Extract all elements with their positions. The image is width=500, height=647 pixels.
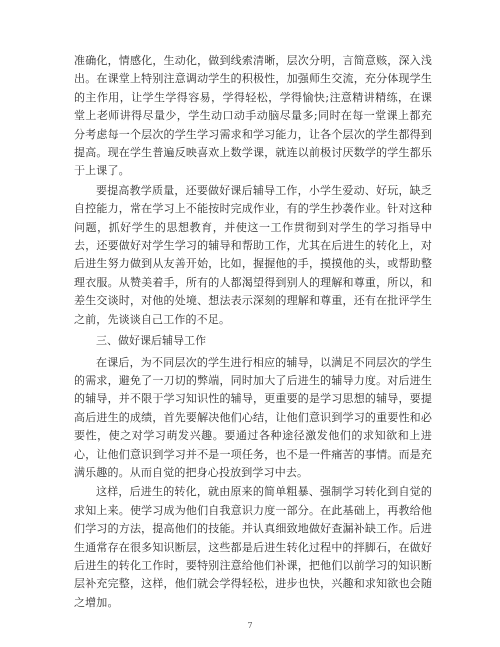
page-number: 7 [247,621,253,630]
paragraph-2: 要提高教学质量，还要做好课后辅导工作，小学生爱动、好玩，缺乏自控能力，常在学习上不能按时完成作业，有的学生抄袭作业。针对这种问题，抓好学生的思想教育，并使这一工作贯彻到对学生的学习指导中去，还要做好对学生学习的辅导和帮助工作，尤其在后进生的转化上，对后进生努力做到从友善开始，比如，握握他的手，摸摸他的头，或帮助整理衣服。从赞美着手，所有的人都渴望得到别人的理解和尊重，所以，和差生交谈时，对他的处境、想法表示深刻的理解和尊重，还有在批评学生之前，先谈谈自己工作的不足。 [74,183,432,326]
section-heading: 三、做好课后辅导工作 [96,334,206,348]
paragraph-3: 在课后，为不同层次的学生进行相应的辅导，以满足不同层次的学生的需求，避免了一刀切的弊端，同时加大了后进生的辅导力度。对后进生的辅导，并不限于学习知识性的辅导，更重要的是学习思想的辅导，要提高后进生的成绩，首先要解决他们心结，让他们意识到学习的重要性和必要性，使之对学习萌发兴趣。要通过各种途径激发他们的求知欲和上进心，让他们意识到学习并不是一项任务，也不是一件痛苦的事情。而是充满乐趣的。从而自觉的把身心投放到学习中去。 [74,355,432,479]
paragraph-1: 准确化，情感化，生动化，做到线索清晰，层次分明，言简意赅，深入浅出。在课堂上特别注意调动学生的积极性，加强师生交流，充分体现学生的主作用，让学生学得容易，学得轻松，学得愉快;注意精讲精练，在课堂上老师讲得尽量少，学生动口动手动脑尽量多;同时在每一堂课上都充分考虑每一个层次的学生学习需求和学习能力，让各个层次的学生都得到提高。现在学生普遍反映喜欢上数学课，就连以前极讨厌数学的学生都乐于上课了。 [74,54,432,178]
paragraph-4: 这样，后进生的转化，就由原来的简单粗暴、强制学习转化到自觉的求知上来。使学习成为他们自我意识力度一部分。在此基础上，再教给他们学习的方法，提高他们的技能。并认真细致地做好查漏补缺工作。后进生通常存在很多知识断层，这些都是后进生转化过程中的拌脚石，在做好后进生的转化工作时，要特别注意给他们补课，把他们以前学习的知识断层补充完整，这样，他们就会学得轻松，进步也快，兴趣和求知欲也会随之增加。 [74,485,432,609]
document-body [74,52,432,613]
